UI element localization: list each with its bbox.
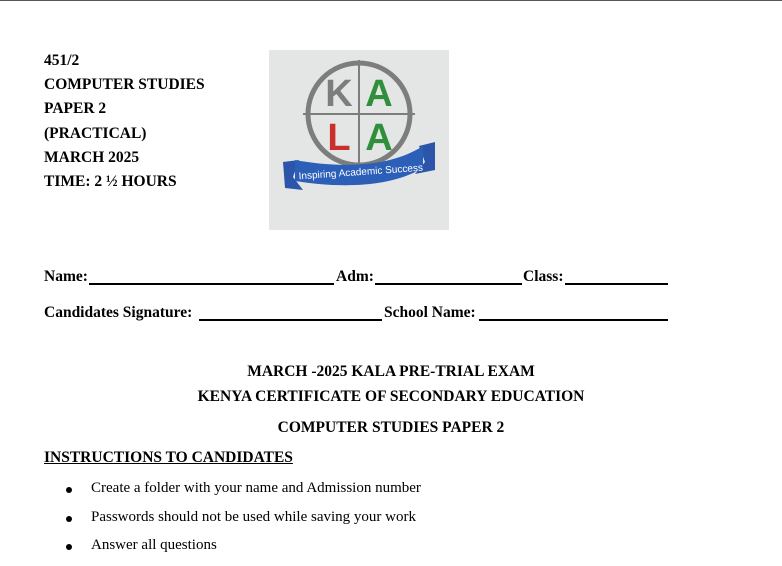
instruction-text: Answer all questions	[91, 537, 217, 553]
logo-letter-l: L	[327, 117, 351, 159]
bullet-icon	[66, 487, 72, 493]
bullet-icon	[66, 516, 72, 522]
name-field[interactable]	[89, 283, 334, 285]
adm-label: Adm:	[336, 268, 374, 285]
name-label: Name:	[44, 268, 88, 285]
paper-header	[44, 49, 205, 194]
logo-tagline: Inspiring Academic Success	[298, 162, 424, 183]
top-border	[0, 0, 782, 1]
instruction-text: Passwords should not be used while saving your work	[91, 508, 416, 525]
signature-label: Candidates Signature:	[44, 304, 193, 321]
class-label: Class:	[523, 268, 564, 285]
logo-letter-a-bottom: A	[365, 117, 393, 159]
form-row-identity	[44, 268, 684, 290]
subject-name: COMPUTER STUDIES	[44, 76, 205, 94]
paper-code: 451/2	[44, 52, 80, 69]
school-name-label: School Name:	[384, 304, 476, 321]
paper-number: PAPER 2	[44, 100, 107, 118]
certificate-title: KENYA CERTIFICATE OF SECONDARY EDUCATION	[197, 388, 585, 405]
instruction-text: Create a folder with your name and Admission number	[91, 480, 421, 496]
logo-letter-k: K	[325, 73, 353, 115]
exam-title: MARCH -2025 KALA PRE-TRIAL EXAM	[247, 363, 535, 380]
logo-letter-a-top: A	[365, 73, 393, 115]
bullet-icon	[66, 544, 72, 550]
exam-date: MARCH 2025	[44, 148, 140, 166]
instructions-heading: INSTRUCTIONS TO CANDIDATES	[44, 449, 293, 466]
kala-logo-graphic	[269, 50, 449, 230]
adm-field[interactable]	[375, 283, 522, 285]
school-name-field[interactable]	[479, 319, 668, 321]
signature-field[interactable]	[199, 319, 382, 321]
class-field[interactable]	[565, 283, 668, 285]
paper-title: COMPUTER STUDIES PAPER 2	[277, 419, 505, 436]
form-row-signature	[44, 304, 684, 326]
exam-duration: TIME: 2 ½ HOURS	[44, 173, 177, 191]
paper-type: (PRACTICAL)	[44, 124, 147, 142]
kala-logo	[269, 50, 449, 230]
